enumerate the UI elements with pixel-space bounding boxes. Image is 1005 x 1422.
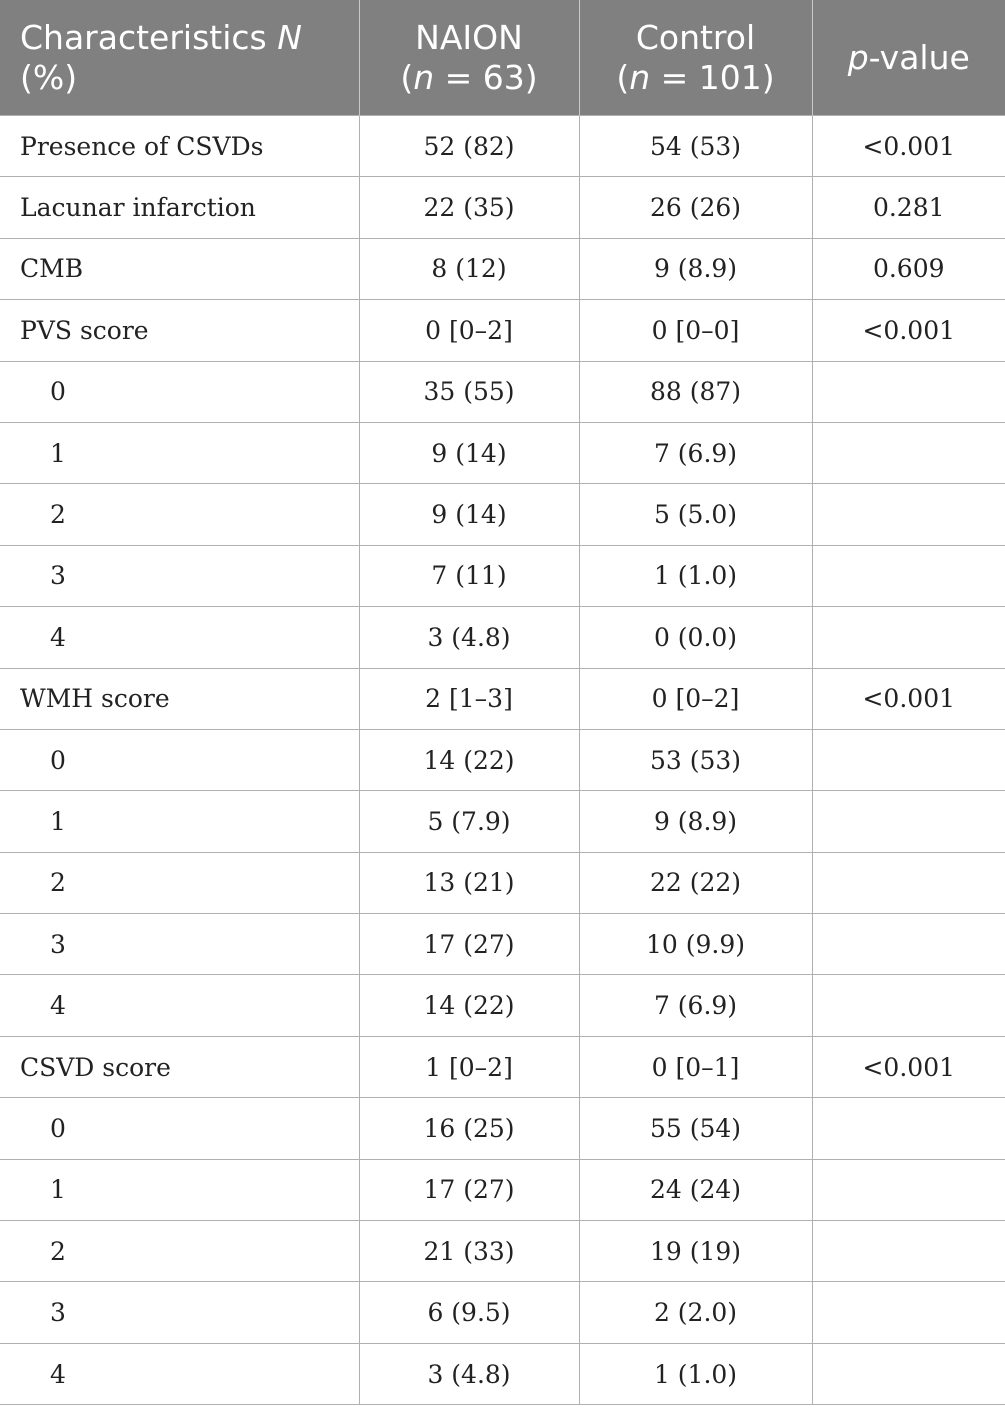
control-cell: 1 (1.0) bbox=[579, 1343, 812, 1404]
naion-cell: 8 (12) bbox=[359, 238, 579, 299]
naion-cell: 17 (27) bbox=[359, 1159, 579, 1220]
table-row bbox=[0, 791, 1005, 852]
table-body bbox=[0, 116, 1005, 1405]
table-row bbox=[0, 914, 1005, 975]
naion-cell: 14 (22) bbox=[359, 975, 579, 1036]
naion-cell: 21 (33) bbox=[359, 1221, 579, 1282]
naion-cell: 13 (21) bbox=[359, 852, 579, 913]
naion-cell: 1 [0–2] bbox=[359, 1036, 579, 1097]
control-cell: 26 (26) bbox=[579, 177, 812, 238]
naion-cell: 3 (4.8) bbox=[359, 607, 579, 668]
naion-cell: 3 (4.8) bbox=[359, 1343, 579, 1404]
row-label-cell: 1 bbox=[0, 791, 359, 852]
table-row bbox=[0, 545, 1005, 606]
pvalue-cell: <0.001 bbox=[812, 668, 1005, 729]
control-cell: 9 (8.9) bbox=[579, 791, 812, 852]
row-label-cell: 4 bbox=[0, 975, 359, 1036]
row-label-cell: WMH score bbox=[0, 668, 359, 729]
control-cell: 53 (53) bbox=[579, 729, 812, 790]
table-row bbox=[0, 1159, 1005, 1220]
pvalue-cell bbox=[812, 1282, 1005, 1343]
control-cell: 5 (5.0) bbox=[579, 484, 812, 545]
naion-cell: 14 (22) bbox=[359, 729, 579, 790]
table-row bbox=[0, 422, 1005, 483]
table-row bbox=[0, 361, 1005, 422]
table-row bbox=[0, 1221, 1005, 1282]
naion-cell: 35 (55) bbox=[359, 361, 579, 422]
table-row bbox=[0, 729, 1005, 790]
table-row bbox=[0, 1282, 1005, 1343]
table-row bbox=[0, 1036, 1005, 1097]
control-cell: 88 (87) bbox=[579, 361, 812, 422]
pvalue-cell bbox=[812, 852, 1005, 913]
table-row bbox=[0, 484, 1005, 545]
table-row bbox=[0, 975, 1005, 1036]
naion-cell: 6 (9.5) bbox=[359, 1282, 579, 1343]
naion-cell: 9 (14) bbox=[359, 484, 579, 545]
row-label-cell: CSVD score bbox=[0, 1036, 359, 1097]
row-label-cell: 2 bbox=[0, 484, 359, 545]
naion-cell: 16 (25) bbox=[359, 1098, 579, 1159]
table-row bbox=[0, 177, 1005, 238]
control-cell: 0 (0.0) bbox=[579, 607, 812, 668]
control-cell: 2 (2.0) bbox=[579, 1282, 812, 1343]
pvalue-cell: 0.609 bbox=[812, 238, 1005, 299]
naion-cell: 52 (82) bbox=[359, 116, 579, 177]
control-cell: 0 [0–2] bbox=[579, 668, 812, 729]
pvalue-cell bbox=[812, 422, 1005, 483]
pvalue-cell bbox=[812, 1343, 1005, 1404]
header-pvalue: p-value bbox=[812, 0, 1005, 116]
pvalue-cell bbox=[812, 729, 1005, 790]
row-label-cell: 0 bbox=[0, 361, 359, 422]
pvalue-cell bbox=[812, 975, 1005, 1036]
row-label-cell: Presence of CSVDs bbox=[0, 116, 359, 177]
control-cell: 0 [0–0] bbox=[579, 300, 812, 361]
pvalue-cell: 0.281 bbox=[812, 177, 1005, 238]
control-cell: 7 (6.9) bbox=[579, 975, 812, 1036]
control-cell: 0 [0–1] bbox=[579, 1036, 812, 1097]
naion-cell: 5 (7.9) bbox=[359, 791, 579, 852]
table-row bbox=[0, 116, 1005, 177]
header-control: Control (n = 101) bbox=[579, 0, 812, 116]
pvalue-cell bbox=[812, 484, 1005, 545]
row-label-cell: 3 bbox=[0, 1282, 359, 1343]
row-label-cell: 1 bbox=[0, 1159, 359, 1220]
pvalue-cell bbox=[812, 1159, 1005, 1220]
pvalue-cell bbox=[812, 1098, 1005, 1159]
table-row bbox=[0, 668, 1005, 729]
naion-cell: 7 (11) bbox=[359, 545, 579, 606]
row-label-cell: 2 bbox=[0, 1221, 359, 1282]
row-label-cell: 3 bbox=[0, 914, 359, 975]
naion-cell: 2 [1–3] bbox=[359, 668, 579, 729]
pvalue-cell bbox=[812, 545, 1005, 606]
naion-cell: 0 [0–2] bbox=[359, 300, 579, 361]
row-label-cell: CMB bbox=[0, 238, 359, 299]
pvalue-cell: <0.001 bbox=[812, 300, 1005, 361]
pvalue-cell: <0.001 bbox=[812, 116, 1005, 177]
table-row bbox=[0, 1343, 1005, 1404]
naion-cell: 9 (14) bbox=[359, 422, 579, 483]
row-label-cell: 2 bbox=[0, 852, 359, 913]
table-row bbox=[0, 300, 1005, 361]
control-cell: 10 (9.9) bbox=[579, 914, 812, 975]
table-header bbox=[0, 0, 1005, 116]
row-label-cell: 1 bbox=[0, 422, 359, 483]
row-label-cell: 4 bbox=[0, 607, 359, 668]
pvalue-cell bbox=[812, 914, 1005, 975]
control-cell: 24 (24) bbox=[579, 1159, 812, 1220]
control-cell: 9 (8.9) bbox=[579, 238, 812, 299]
pvalue-cell bbox=[812, 791, 1005, 852]
pvalue-cell: <0.001 bbox=[812, 1036, 1005, 1097]
header-row bbox=[0, 0, 1005, 116]
table-row bbox=[0, 607, 1005, 668]
row-label-cell: Lacunar infarction bbox=[0, 177, 359, 238]
row-label-cell: 4 bbox=[0, 1343, 359, 1404]
pvalue-cell bbox=[812, 607, 1005, 668]
row-label-cell: 3 bbox=[0, 545, 359, 606]
table-row bbox=[0, 238, 1005, 299]
control-cell: 54 (53) bbox=[579, 116, 812, 177]
control-cell: 22 (22) bbox=[579, 852, 812, 913]
control-cell: 1 (1.0) bbox=[579, 545, 812, 606]
naion-cell: 17 (27) bbox=[359, 914, 579, 975]
row-label-cell: 0 bbox=[0, 729, 359, 790]
pvalue-cell bbox=[812, 361, 1005, 422]
naion-cell: 22 (35) bbox=[359, 177, 579, 238]
row-label-cell: 0 bbox=[0, 1098, 359, 1159]
table-row bbox=[0, 1098, 1005, 1159]
pvalue-cell bbox=[812, 1221, 1005, 1282]
table-row bbox=[0, 852, 1005, 913]
control-cell: 7 (6.9) bbox=[579, 422, 812, 483]
row-label-cell: PVS score bbox=[0, 300, 359, 361]
control-cell: 19 (19) bbox=[579, 1221, 812, 1282]
control-cell: 55 (54) bbox=[579, 1098, 812, 1159]
header-naion: NAION (n = 63) bbox=[359, 0, 579, 116]
header-characteristics: Characteristics N (%) bbox=[0, 0, 359, 116]
